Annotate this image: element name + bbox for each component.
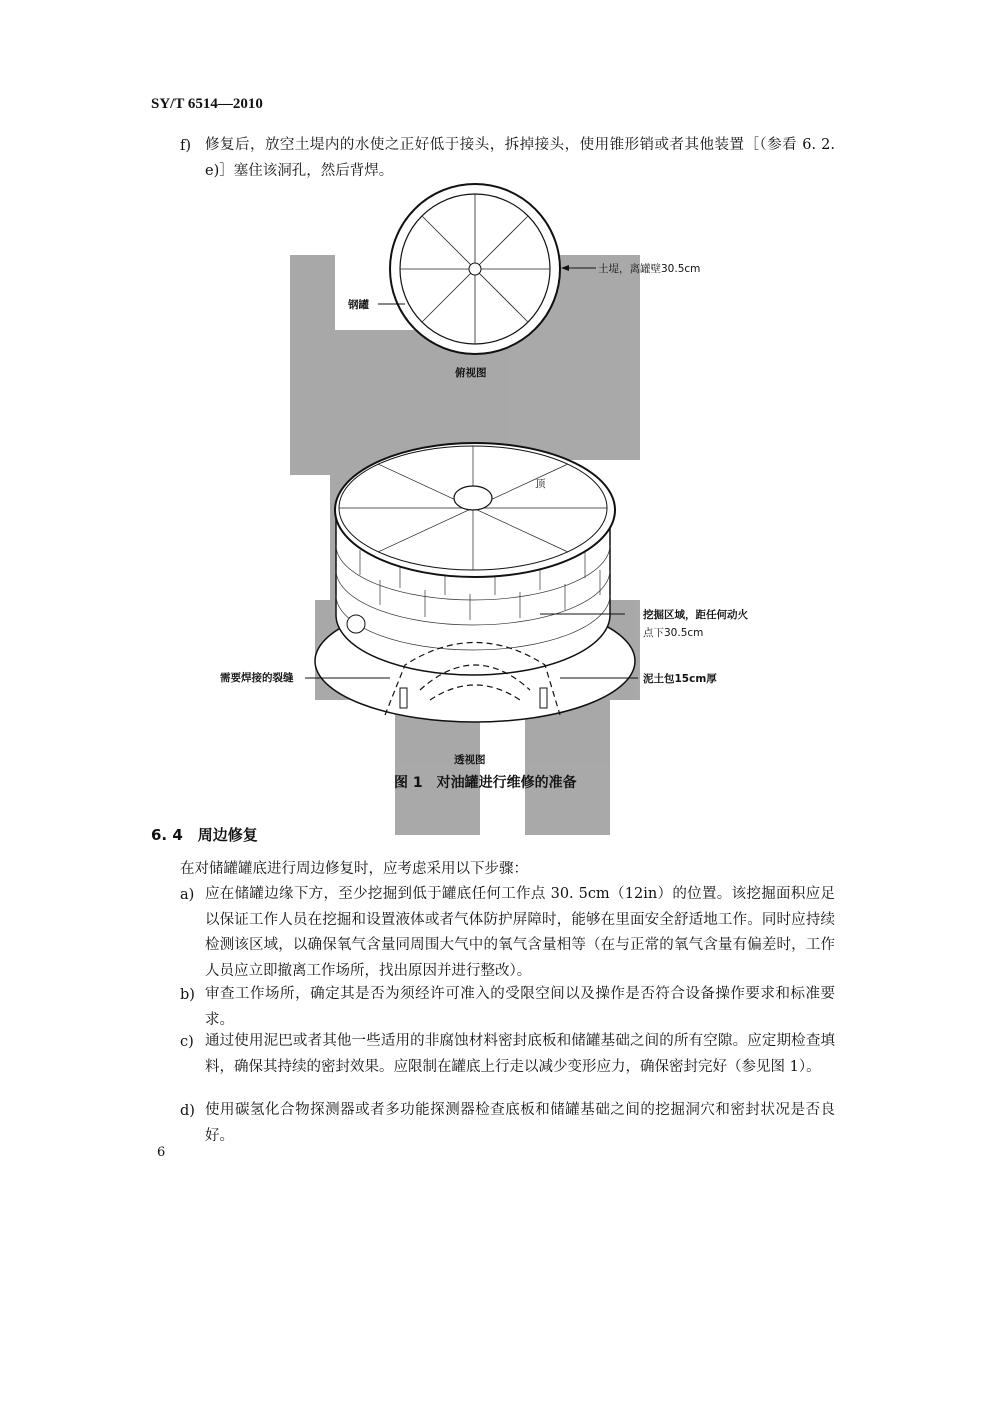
standard-header: SY/T 6514—2010 bbox=[151, 96, 263, 112]
label-mud: 泥土包15cm厚 bbox=[643, 673, 717, 685]
perspective-caption: 透视图 bbox=[454, 754, 486, 766]
section-title: 6. 4 周边修复 bbox=[151, 826, 258, 844]
item-a-text: 应在储罐边缘下方，至少挖掘到低于罐底任何工作点 30. 5cm（12in）的位置。该挖掘面积应足以保证工作人员在挖掘和设置液体或者气体防护屏障时，能够在里面安全舒适地工作。同时应持续检测该区域，以确保氧气含量同周围大气中的氧气含量相等（在与正常的氧气含量有偏差时，工作人员应立即撤离工作场所，找出原因并进行整改）。 bbox=[205, 886, 835, 979]
item-b-text: 审查工作场所，确定其是否为须经许可准入的受限空间以及操作是否符合设备操作要求和标准要求。 bbox=[205, 986, 835, 1028]
item-f-label: f) bbox=[180, 138, 192, 154]
item-f-text: 修复后，放空土堤内的水使之正好低于接头，拆掉接头，使用锥形销或者其他装置［（参看 6. 2. e)］塞住该洞孔，然后背焊。 bbox=[205, 137, 835, 179]
page-number: 6 bbox=[157, 1145, 166, 1160]
item-d-text: 使用碳氢化合物探测器或者多功能探测器检查底板和储罐基础之间的挖掘洞穴和密封状况是否良好。 bbox=[205, 1102, 835, 1144]
figure-title: 图 1 对油罐进行维修的准备 bbox=[394, 775, 577, 791]
label-crack: 需要焊接的裂缝 bbox=[220, 672, 294, 684]
item-d-label: d) bbox=[180, 1103, 195, 1119]
item-b-label: b) bbox=[180, 987, 195, 1003]
label-excavation-line2: 点下30.5cm bbox=[643, 627, 704, 639]
label-dike: 土堤，离罐壁30.5cm bbox=[598, 263, 701, 275]
item-c-text: 通过使用泥巴或者其他一些适用的非腐蚀材料密封底板和储罐基础之间的所有空隙。应定期检查填料，确保其持续的密封效果。应限制在罐底上行走以减少变形应力，确保密封完好（参见图 1）。 bbox=[205, 1033, 835, 1075]
section-intro: 在对储罐罐底进行周边修复时，应考虑采用以下步骤： bbox=[180, 861, 528, 877]
perspective-diagram bbox=[305, 443, 638, 722]
label-excavation-line1: 挖掘区域，距任何动火 bbox=[643, 609, 748, 621]
label-steel-tank: 钢罐 bbox=[348, 299, 369, 311]
item-c-label: c) bbox=[180, 1034, 194, 1050]
label-top: 顶 bbox=[535, 478, 546, 490]
item-a-label: a) bbox=[180, 887, 195, 903]
top-view-caption: 俯视图 bbox=[455, 367, 487, 379]
